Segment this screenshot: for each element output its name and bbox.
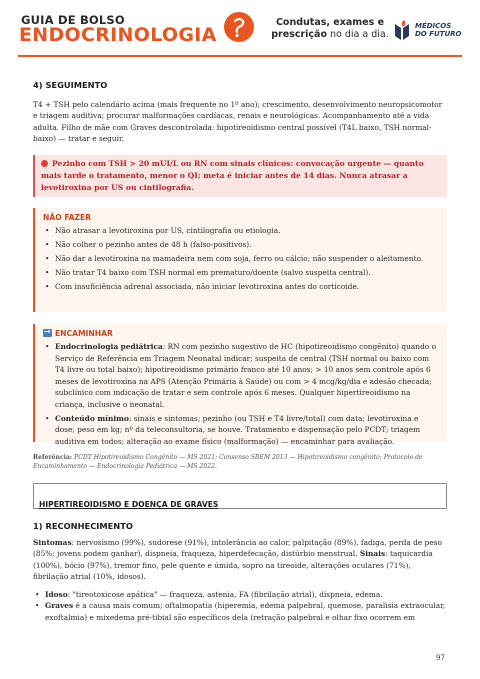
- section-heading-box: [33, 483, 447, 509]
- section-reconhecimento: [33, 521, 447, 623]
- tagline-bold: Condutas, exames e: [275, 17, 385, 28]
- encaminhar-box: [33, 324, 447, 446]
- item-label: Endocrinologia pediátrica: [55, 342, 163, 351]
- sintomas-label: Sintomas: [33, 538, 72, 547]
- item-text: é a causa mais comum; oftalmopatia (hiperemia, edema palpebral, quemose, paralisia extraocular, exoftalmia) e mixedema pré-tibial são específicos dela (retração palpebral e olhar fixo ocorrem em: [45, 601, 446, 622]
- list-item: [45, 589, 447, 601]
- medicos-logo-icon: [393, 20, 413, 42]
- red-circle-icon: [41, 160, 48, 167]
- nao-fazer-box: [33, 208, 447, 312]
- item-text: : sinais e sintomas; pezinho (ou TSH e T4 livre/total) com data; levotiroxina e dose; peso em kg; nº da teleconsultoria, se houve. Tratamento e dispensação pelo PCDT; triagem auditiva em todos; alteração ao exame físico (malformação) — encaminhar para avaliação.: [55, 413, 421, 446]
- list-item: • Não tratar T4 baixo com TSH normal em prematuro/doente (salvo suspeita central).: [55, 267, 439, 279]
- partner-logo: [393, 20, 463, 44]
- reference-note: [33, 453, 447, 471]
- partner-line2: DO FUTURO: [415, 30, 462, 38]
- reference-text: PCDT Hipotireoidismo Congênito — MS 2021; Consenso SBEM 2013 — Hipotireoidismo congênito; Protocolo de Encaminhamento — Endocrinologia Pediátrica — MS 2022.: [33, 454, 423, 470]
- reconhecimento-list: [33, 589, 447, 624]
- list-item: [55, 341, 439, 410]
- header-divider: [18, 55, 462, 57]
- alert-text-wrap: [41, 158, 441, 193]
- section-heading: HIPERTIREOIDISMO E DOENÇA DE GRAVES: [39, 500, 219, 509]
- header-tagline: [268, 17, 392, 41]
- encaminhar-title: ENCAMINHAR: [55, 329, 113, 338]
- partner-name: [415, 22, 461, 38]
- urgent-alert: [33, 155, 447, 197]
- sintomas-text: : nervosismo (99%), sudorese (91%), intolerância ao calor, palpitação (89%), fadiga, perda de peso (85%; jovens podem ganhar), dispneia, fraqueza, hiperdefecação, distúrbio menstrual.: [33, 538, 442, 559]
- item-text: : RN com pezinho sugestivo de HC (hipotireoidismo congênito) quando o Serviço de Referência em Triagem Neonatal indicar; suspeita de central (TSH normal ou baixo com T4 livre ou total baixo); hipotireoidismo primário franco até 10 anos; > 10 anos sem controle após 6 meses de levotiroxina na APS (Atenção Primária à Saúde) ou com > 4 mcg/kg/dia e adesão checada; subclínico com indicação de tratar e sem controle após 6 meses. Qualquer hipertireoidismo na criança, inclusive o neonatal.: [55, 342, 437, 409]
- partner-line1: MÉDICOS: [415, 22, 452, 30]
- list-item: [45, 600, 447, 623]
- item-text: : "tireotoxicose apática" — fraqueza, astenia, FA (fibrilação atrial), dispneia, edema.: [67, 589, 383, 599]
- nao-fazer-list: [43, 225, 439, 293]
- list-item: [55, 413, 439, 448]
- encaminhar-list: [43, 341, 439, 447]
- item-label: Conteúdo mínimo: [55, 413, 129, 423]
- nao-fazer-title: NÃO FAZER: [43, 213, 92, 222]
- sinais-text: : taquicardia (100%), bócio (97%), tremor fino, pele quente e úmida, sopro na tireoide, alterações oculares (71%), fibrilação atrial (10%, idosos).: [33, 549, 433, 582]
- item-label: Idoso: [45, 589, 68, 599]
- list-item: • Não colher o pezinho antes de 48 h (falso-positivos).: [55, 239, 439, 251]
- page-number: 97: [436, 654, 445, 662]
- right-arrow-icon: [43, 329, 52, 337]
- list-item: • Não atrasar a levotiroxina por US, cintilografia ou etiologia.: [55, 225, 439, 237]
- reference-label: Referência:: [33, 454, 73, 461]
- section-title: 4) SEGUIMENTO: [33, 80, 108, 90]
- tagline-bold-2: prescrição: [271, 29, 327, 40]
- list-item: • Não dar a levotiroxina na mamadeira nem com soja, ferro ou cálcio; não suspender o aleitamento.: [55, 253, 439, 265]
- page-header: [0, 0, 480, 62]
- brand-title-line2: ENDOCRINOLOGIA: [19, 24, 217, 46]
- alert-text: Pezinho com TSH > 20 mUI/L ou RN com sinais clínicos: convocação urgente — quanto mais tarde o tratamento, menor o QI; meta é iniciar antes de 14 dias. Nunca atrasar a levotiroxina por US ou cintilografia.: [41, 159, 424, 192]
- brand-title-line1: GUIA DE BOLSO: [21, 13, 125, 27]
- tagline-rest: no dia a dia.: [326, 29, 389, 40]
- list-item: • Com insuficiência adrenal associada, não iniciar levotiroxina antes do corticoide.: [55, 281, 439, 293]
- section-title: 1) RECONHECIMENTO: [33, 521, 133, 531]
- encaminhar-title-wrap: [43, 329, 439, 338]
- thyroid-logo-icon: [224, 12, 254, 42]
- section-paragraph: T4 + TSH pelo calendário acima (mais frequente no 1º ano); crescimento, desenvolvimento neuropsicomotor e triagem auditiva; procurar malformações cardíacas, renais e neurológicas. Acompanhamento até a vida adulta. Filho de mãe com Graves descontrolada: hipotireoidismo central possível (T4L baixo, TSH normal-baixo) — tratar e seguir.: [33, 100, 443, 144]
- section-seguimento: [33, 80, 447, 145]
- sinais-label: Sinais: [359, 549, 386, 559]
- item-label: Graves: [45, 601, 74, 611]
- section-paragraph: [33, 537, 447, 583]
